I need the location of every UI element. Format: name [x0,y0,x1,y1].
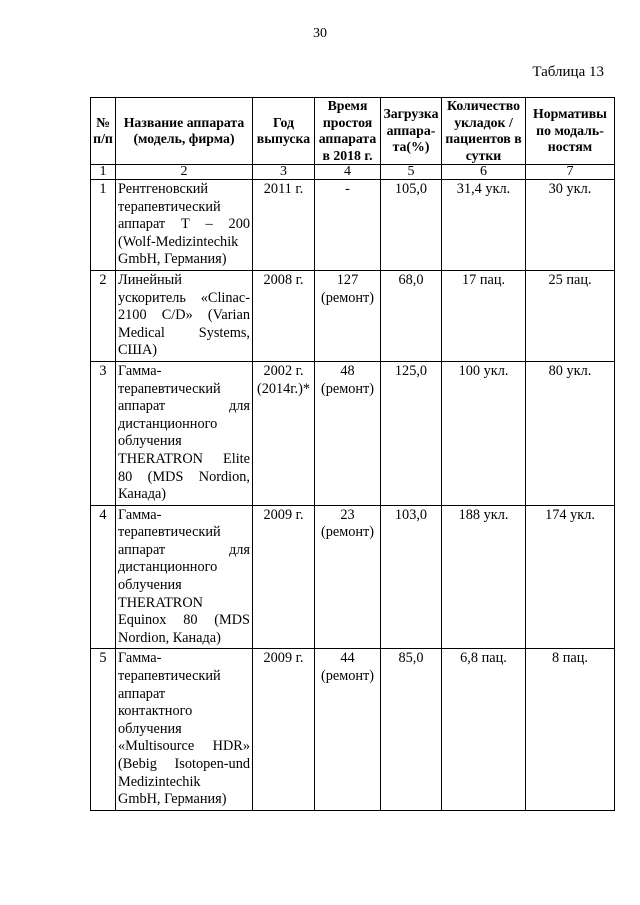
device-name-line: Рентгеновский [118,181,209,197]
daily-count: 31,4 укл. [442,180,526,271]
downtime: - [315,180,381,271]
release-year: 2008 г. [253,270,315,361]
device-name-line: облучения [118,720,182,737]
device-name-line: 2100 C/D» (Varian [118,307,250,324]
downtime: 48 (ремонт) [315,361,381,505]
header-norm: Нормативы по модаль-ностям [526,98,615,165]
table-row [91,505,615,649]
device-name-line: терапевтический [118,524,221,541]
load-percent: 125,0 [381,361,442,505]
equipment-table [90,97,615,811]
table-caption: Таблица 13 [532,64,604,80]
device-name-line: аппарат для [118,398,250,415]
daily-count: 188 укл. [442,505,526,649]
column-number: 6 [442,165,526,180]
header-name: Название аппарата (модель, фирма) [116,98,253,165]
daily-count: 6,8 пац. [442,649,526,810]
device-name-line: Medical Systems, [118,324,250,341]
device-name-line: Гамма- [118,506,162,523]
load-percent: 103,0 [381,505,442,649]
load-percent: 105,0 [381,180,442,271]
column-number: 4 [315,165,381,180]
column-number: 5 [381,165,442,180]
downtime: 127 (ремонт) [315,270,381,361]
device-name-line: Medizintechik [118,773,201,790]
device-name-line: Equinox 80 (MDS [118,612,250,629]
norm: 25 пац. [526,270,615,361]
device-name [116,270,253,361]
device-name-line: THERATRON Elite [118,450,250,467]
norm: 80 укл. [526,361,615,505]
row-number: 1 [91,180,116,271]
header-year: Год выпуска [253,98,315,165]
device-name-line: дистанционного [118,415,218,432]
device-name-line: Гамма- [118,362,162,379]
norm: 30 укл. [526,180,615,271]
downtime: 44 (ремонт) [315,649,381,810]
header-downtime: Время простоя аппарата в 2018 г. [315,98,381,165]
table-row [91,649,615,810]
row-number: 2 [91,270,116,361]
release-year: 2011 г. [253,180,315,271]
column-number: 3 [253,165,315,180]
column-number: 1 [91,165,116,180]
row-number: 5 [91,649,116,810]
daily-count: 17 пац. [442,270,526,361]
device-name-line: терапевтический [118,198,221,215]
device-name-line: «Multisource HDR» [118,738,250,755]
device-name-line: облучения [118,577,182,594]
row-number: 3 [91,361,116,505]
device-name-line: терапевтический [118,668,221,685]
column-number: 2 [116,165,253,180]
load-percent: 85,0 [381,649,442,810]
device-name-line: Nordion, Канада) [118,629,221,646]
release-year: 2009 г. [253,505,315,649]
header-count: Количество укладок / пациентов в сутки [442,98,526,165]
daily-count: 100 укл. [442,361,526,505]
device-name [116,649,253,810]
device-name [116,180,253,271]
device-name-line: Гамма- [118,650,162,667]
device-name-line: GmbH, Германия) [118,791,227,808]
table-row [91,270,615,361]
table-row [91,180,615,271]
device-name-line: США) [118,342,158,359]
norm: 174 укл. [526,505,615,649]
device-name-line: облучения [118,433,182,450]
device-name-line: терапевтический [118,380,221,397]
device-name-line: GmbH, Германия) [118,251,227,268]
device-name-line: 80 (MDS Nordion, [118,468,250,485]
device-name-line: контактного [118,703,193,720]
device-name-line: (Bebig Isotopen-und [118,756,250,772]
device-name-line: дистанционного [118,559,218,576]
release-year: 2009 г. [253,649,315,810]
header-row [91,98,615,165]
device-name-line: THERATRON [118,594,203,611]
column-number: 7 [526,165,615,180]
device-name-line: Линейный [118,271,182,288]
device-name-line: аппарат [118,685,166,702]
device-name-line: аппарат для [118,541,250,558]
device-name-line: (Wolf-Medizintechik [118,233,239,250]
load-percent: 68,0 [381,270,442,361]
device-name [116,361,253,505]
device-name-line: аппарат Т – 200 [118,216,250,233]
release-year: 2002 г. (2014г.)* [253,361,315,505]
norm: 8 пац. [526,649,615,810]
header-num: № п/п [91,98,116,165]
device-name-line: Канада) [118,486,167,503]
downtime: 23 (ремонт) [315,505,381,649]
device-name [116,505,253,649]
page-number: 30 [313,26,327,41]
device-name-line: ускоритель «Clinac- [118,289,250,306]
table-row [91,361,615,505]
row-number: 4 [91,505,116,649]
header-load: Загрузка аппара-та(%) [381,98,442,165]
column-number-row [91,165,615,180]
